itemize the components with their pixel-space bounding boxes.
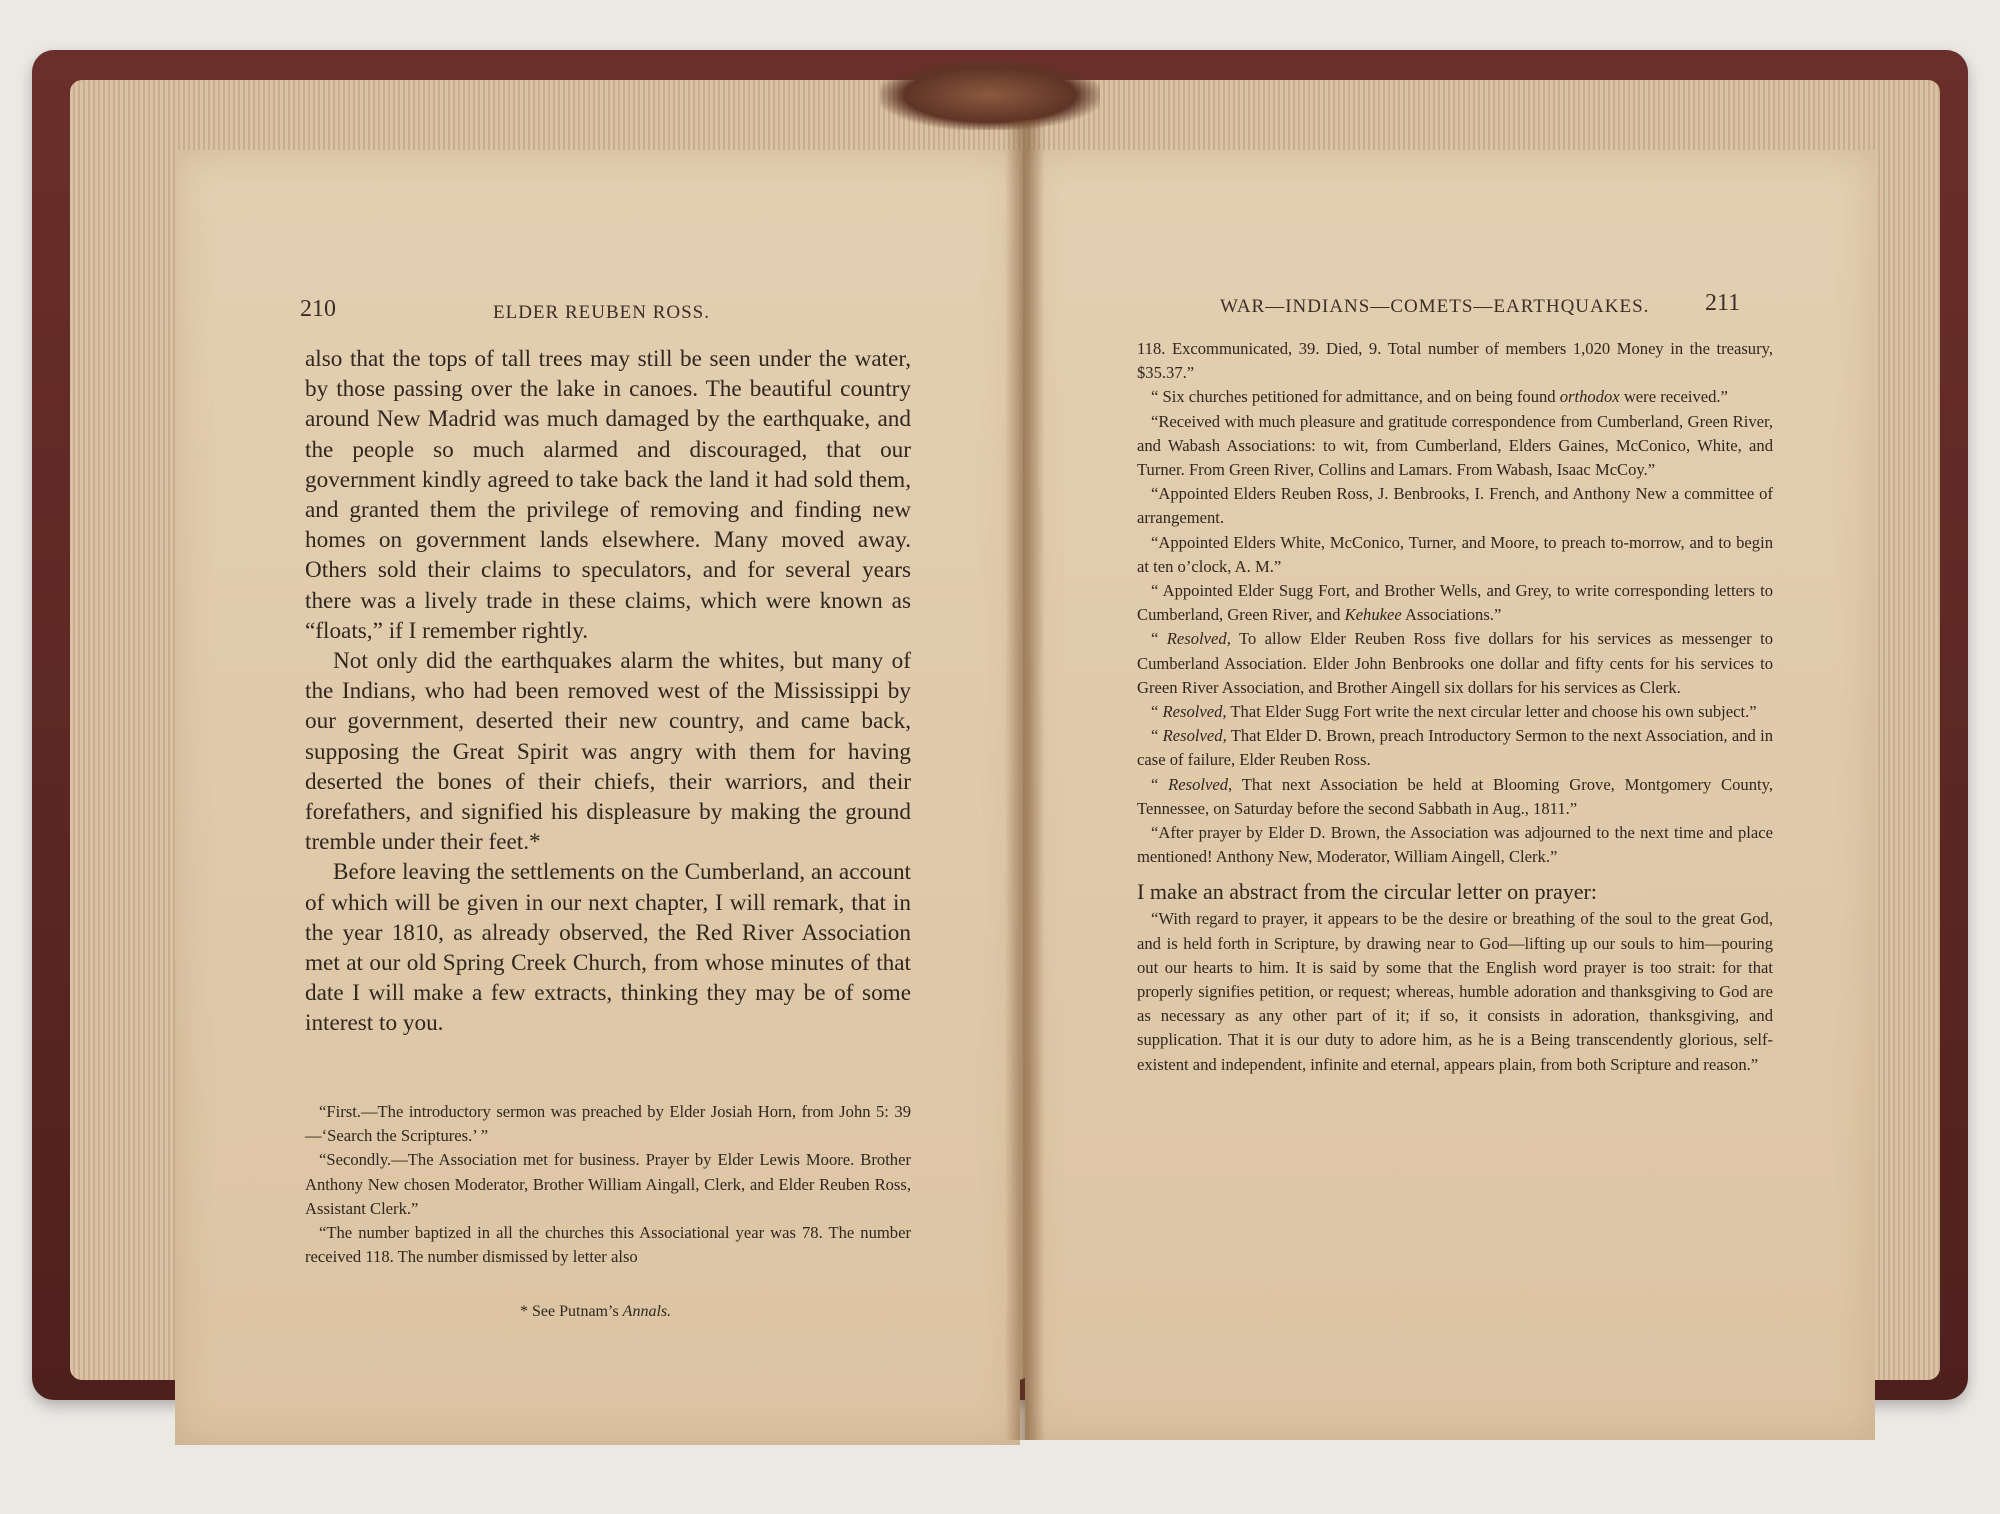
left-paragraph-2: Not only did the earthquakes alarm the whites, but many of the Indians, who had been removed west of the Mississippi by our government, deserted their new country, and came back, supposing the Great Spirit was angry with them for having deserted the bones of their chiefs, their warriors, and their forefathers, and signified his displeasure by making the ground tremble under their feet.* <box>305 648 911 856</box>
left-extracts <box>305 1100 911 1269</box>
p8-b: That Elder Sugg Fort write the next circular letter and choose his own subject.” <box>1226 702 1757 722</box>
footnote-prefix: * See Putnam’s <box>520 1303 623 1320</box>
right-lead-line: I make an abstract from the circular letter on prayer: <box>1137 879 1597 905</box>
right-paragraph-1: 118. Excommunicated, 39. Died, 9. Total number of members 1,020 Money in the treasury, $35.37.” <box>1137 339 1773 383</box>
right-paragraph-9: “ Resolved, That Elder D. Brown, preach Introductory Sermon to the next Association, and in case of failure, Elder Reuben Ross. <box>1137 726 1774 770</box>
left-footnote <box>520 1303 671 1321</box>
extract-number-baptized: “The number baptized in all the churches this Associational year was 78. The number received 118. The number dismissed by letter also <box>305 1223 911 1267</box>
right-page-number: 211 <box>1705 290 1741 316</box>
p2-a: “ Six churches petitioned for admittance, and on being found <box>1151 387 1560 407</box>
right-paragraph-7: “ Resolved, To allow Elder Reuben Ross five dollars for his services as messenger to Cumberland Association. Elder John Benbrooks one dollar and fifty cents for his services to Green River Association, and Brother Aingell six dollars for his services as Clerk. <box>1137 629 1773 697</box>
right-paragraph-5: “Appointed Elders White, McConico, Turner, and Moore, to preach to-morrow, and to begin at ten o’clock, A. M.” <box>1137 532 1773 576</box>
extract-first: “First.—The introductory sermon was preached by Elder Josiah Horn, from John 5: 39—‘Search the Scriptures.’ ” <box>305 1102 911 1146</box>
footnote-title: Annals. <box>622 1303 672 1320</box>
p10-b: That next Association be held at Blooming Grove, Montgomery County, Tennessee, on Saturday before the second Sabbath in Aug., 1811.” <box>1137 774 1773 818</box>
left-paragraph-3: Before leaving the settlements on the Cumberland, an account of which will be given in our next chapter, I will remark, that in the year 1810, as already observed, the Red River Association met at our old Spring Creek Church, from whose minutes of that date I will make a few extracts, thinking they may be of some interest to you. <box>305 859 911 1037</box>
right-body <box>1137 337 1773 1077</box>
right-page <box>1025 150 1875 1440</box>
right-paragraph-8: “ Resolved, That Elder Sugg Fort write the next circular letter and choose his own subject.” <box>1151 702 1757 722</box>
right-paragraph-4: “Appointed Elders Reuben Ross, J. Benbrooks, I. French, and Anthony New a committee of arrangement. <box>1137 484 1773 528</box>
right-running-head: WAR—INDIANS—COMETS—EARTHQUAKES. <box>1220 296 1650 317</box>
right-paragraph-2 <box>1137 385 1773 409</box>
left-page-number: 210 <box>300 296 336 322</box>
resolved-2: Resolved, <box>1162 702 1227 722</box>
spine-binding <box>880 60 1100 130</box>
p6-a: “ Appointed Elder Sugg Fort, and Brother Wells, and Grey, to write corresponding letters to Cumberland, Green River, and <box>1137 581 1773 625</box>
resolved-3: Resolved, <box>1162 726 1227 746</box>
p6-italic: Kehukee <box>1344 605 1402 625</box>
p2-b: were received.” <box>1619 387 1728 407</box>
right-paragraph-11: “After prayer by Elder D. Brown, the Association was adjourned to the next time and place mentioned! Anthony New, Moderator, William Aingell, Clerk.” <box>1137 823 1773 867</box>
left-body <box>305 344 911 1039</box>
right-paragraph-12: “With regard to prayer, it appears to be the desire or breathing of the soul to the great God, and is held forth in Scripture, by drawing near to God—lifting up our souls to him—pouring out our hearts to him. It is said by some that the English word prayer is too strait: for that properly signifies petition, or request; whereas, humble adoration and thanksgiving to God are as necessary as any other part of it; if so, it consists in adoration, thanksgiving, and supplication. That it is our duty to adore him, as he is a Being transcendently glorious, self-existent and independent, infinite and eternal, appears plain, from both Scripture and reason.” <box>1137 909 1773 1074</box>
left-paragraph-1: also that the tops of tall trees may still be seen under the water, by those passing over the lake in canoes. The beautiful country around New Madrid was much damaged by the earthquake, and the people so much alarmed and discouraged, that our government kindly agreed to take back the land it had sold them, and granted them the privilege of removing and finding new homes on government lands elsewhere. Many moved away. Others sold their claims to speculators, and for several years there was a lively trade in these claims, which were known as “floats,” if I remember rightly. <box>305 346 911 644</box>
p9-b: That Elder D. Brown, preach Introductory Sermon to the next Association, and in case of failure, Elder Reuben Ross. <box>1137 726 1774 770</box>
p7-b: To allow Elder Reuben Ross five dollars for his services as messenger to Cumberland Association. Elder John Benbrooks one dollar and fifty cents for his services to Green River Association, and Brother Aingell six dollars for his services as Clerk. <box>1137 629 1773 697</box>
p2-italic: orthodox <box>1559 387 1620 407</box>
book-gutter <box>1005 120 1045 1440</box>
right-paragraph-10: “ Resolved, That next Association be held at Blooming Grove, Montgomery County, Tennessee, on Saturday before the second Sabbath in Aug., 1811.” <box>1137 774 1773 818</box>
right-paragraph-6 <box>1137 579 1773 627</box>
left-running-head: ELDER REUBEN ROSS. <box>493 302 710 323</box>
resolved-4: Resolved, <box>1168 774 1233 794</box>
extract-secondly: “Secondly.—The Association met for business. Prayer by Elder Lewis Moore. Brother Anthony New chosen Moderator, Brother William Aingall, Clerk, and Elder Reuben Ross, Assistant Clerk.” <box>305 1150 911 1218</box>
p6-b: Associations.” <box>1401 605 1502 625</box>
left-page <box>175 150 1020 1445</box>
right-paragraph-3: “Received with much pleasure and gratitude correspondence from Cumberland, Green River, and Wabash Associations: to wit, from Cumberland, Elders Gaines, McConico, White, and Turner. From Green River, Collins and Lamars. From Wabash, Isaac McCoy.” <box>1137 411 1773 480</box>
resolved-1: Resolved, <box>1166 629 1231 649</box>
